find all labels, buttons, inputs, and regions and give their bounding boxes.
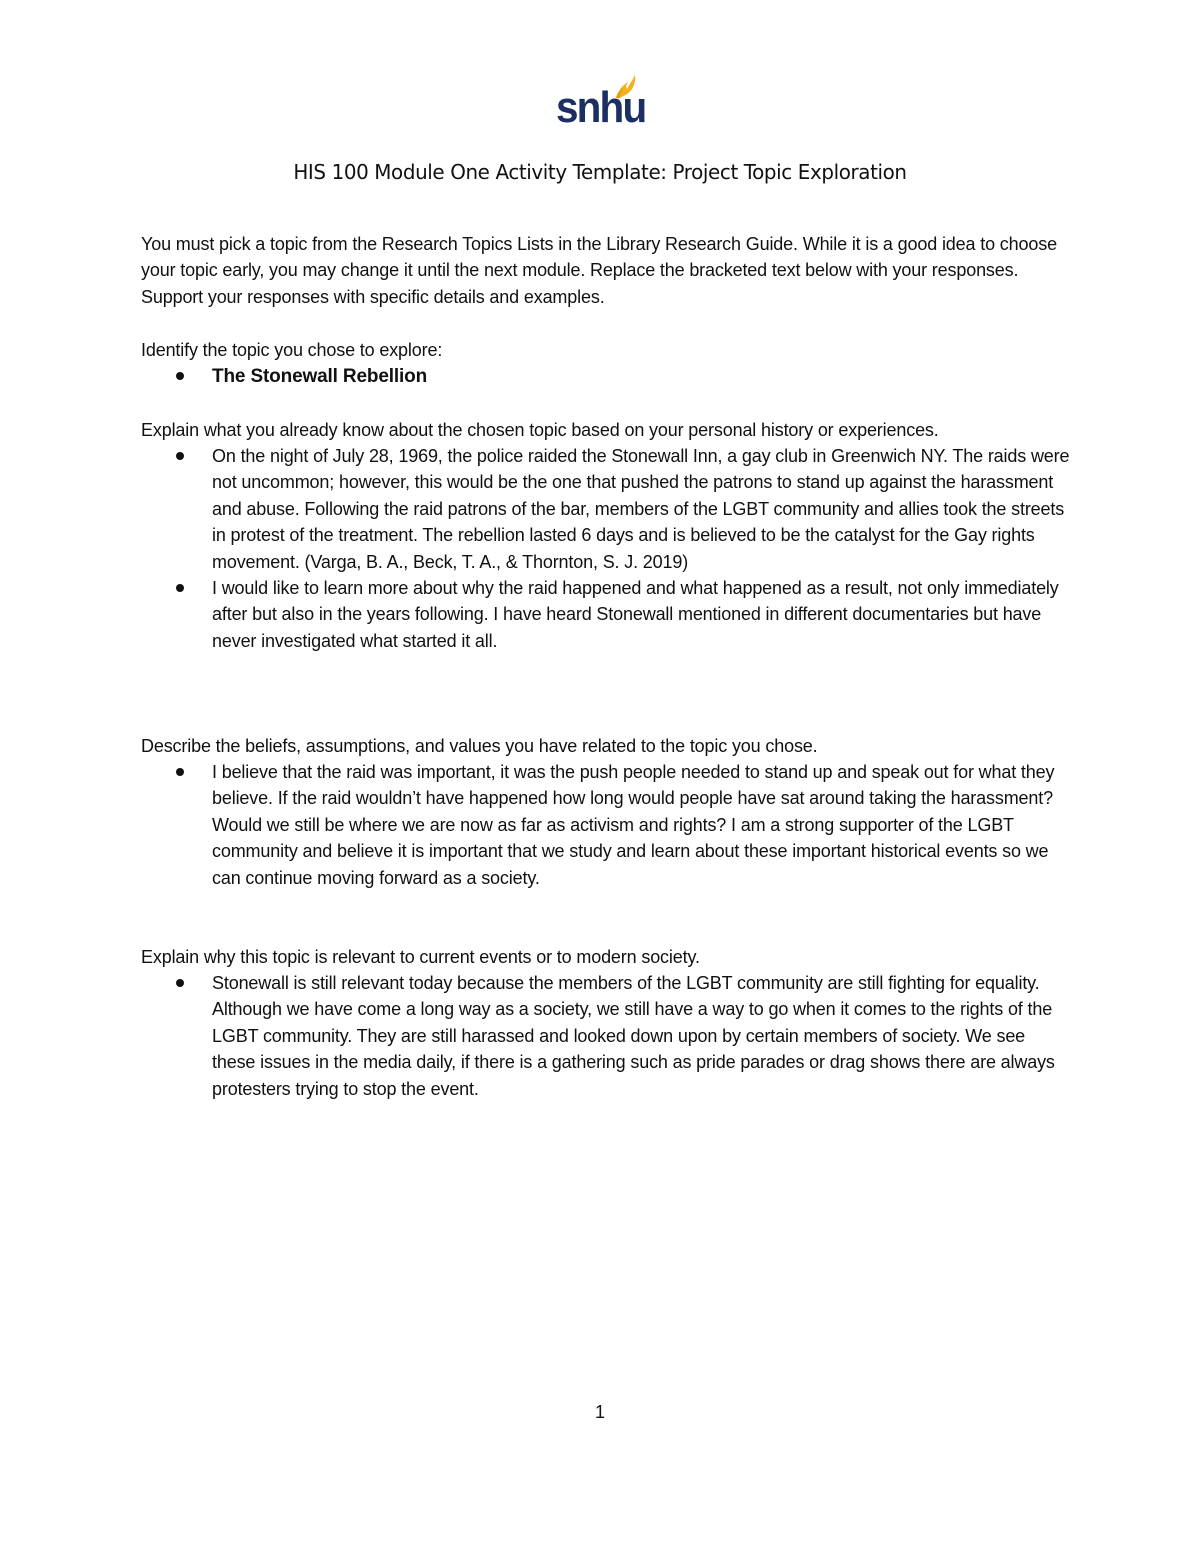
prompt-relevance: Explain why this topic is relevant to current events or to modern society. xyxy=(141,947,700,967)
beliefs-list xyxy=(141,759,1071,891)
list-item-text: I believe that the raid was important, it was the push people needed to stand up and speak out for what they believe. If the raid wouldn’t have happened how long would people have sat around taking the harassment? Would we still be where we are now as far as activism and rights? I am a strong supporter of the LGBT community and believe it is important that we study and learn about these important historical events so we can continue moving forward as a society. xyxy=(212,762,1055,888)
list-item xyxy=(141,759,1071,891)
list-item xyxy=(141,970,1071,1102)
bullet-icon xyxy=(176,452,184,460)
page-title: HIS 100 Module One Activity Template: Project Topic Exploration xyxy=(293,160,907,184)
page-number: 1 xyxy=(594,1402,605,1422)
prior-knowledge-list xyxy=(141,443,1071,654)
prompt-beliefs: Describe the beliefs, assumptions, and values you have related to the topic you chose. xyxy=(141,736,818,756)
chosen-topic: The Stonewall Rebellion xyxy=(212,366,428,387)
list-item-text: Stonewall is still relevant today because the members of the LGBT community are still fighting for equality. Although we have come a long way as a society, we still have a way to go when it comes to the rights of the LGBT community. They are still harassed and looked down upon by certain members of society. We see these issues in the media daily, if there is a gathering such as pride parades or drag shows there are always protesters trying to stop the event. xyxy=(212,973,1055,1099)
bullet-icon xyxy=(176,768,184,776)
topic-list xyxy=(141,363,1071,390)
bullet-icon xyxy=(176,584,184,592)
list-item xyxy=(141,443,1071,575)
prompt-prior-knowledge: Explain what you already know about the chosen topic based on your personal history or experiences. xyxy=(141,420,939,440)
list-item-text: On the night of July 28, 1969, the police raided the Stonewall Inn, a gay club in Greenwich NY. The raids were not uncommon; however, this would be the one that pushed the patrons to stand up against the harassment and abuse. Following the raid patrons of the bar, members of the LGBT community and allies took the streets in protest of the treatment. The rebellion lasted 6 days and is believed to be the catalyst for the Gay rights movement. (Varga, B. A., Beck, T. A., & Thornton, S. J. 2019) xyxy=(212,446,1070,572)
list-item xyxy=(141,363,1071,390)
relevance-list xyxy=(141,970,1071,1102)
list-item-text: I would like to learn more about why the raid happened and what happened as a result, not only immediately after but also in the years following. I have heard Stonewall mentioned in different documentaries but have never investigated what started it all. xyxy=(212,578,1059,651)
snhu-logo xyxy=(556,74,646,132)
logo-wordmark: snhu xyxy=(556,83,646,132)
bullet-icon xyxy=(176,979,184,987)
bullet-icon xyxy=(176,372,184,380)
prompt-topic: Identify the topic you chose to explore: xyxy=(141,340,443,360)
intro-paragraph: You must pick a topic from the Research Topics Lists in the Library Research Guide. While it is a good idea to choose your topic early, you may change it until the next module. Replace the bracketed text below with your responses. Support your responses with specific details and examples. xyxy=(141,234,1057,307)
list-item xyxy=(141,575,1071,654)
